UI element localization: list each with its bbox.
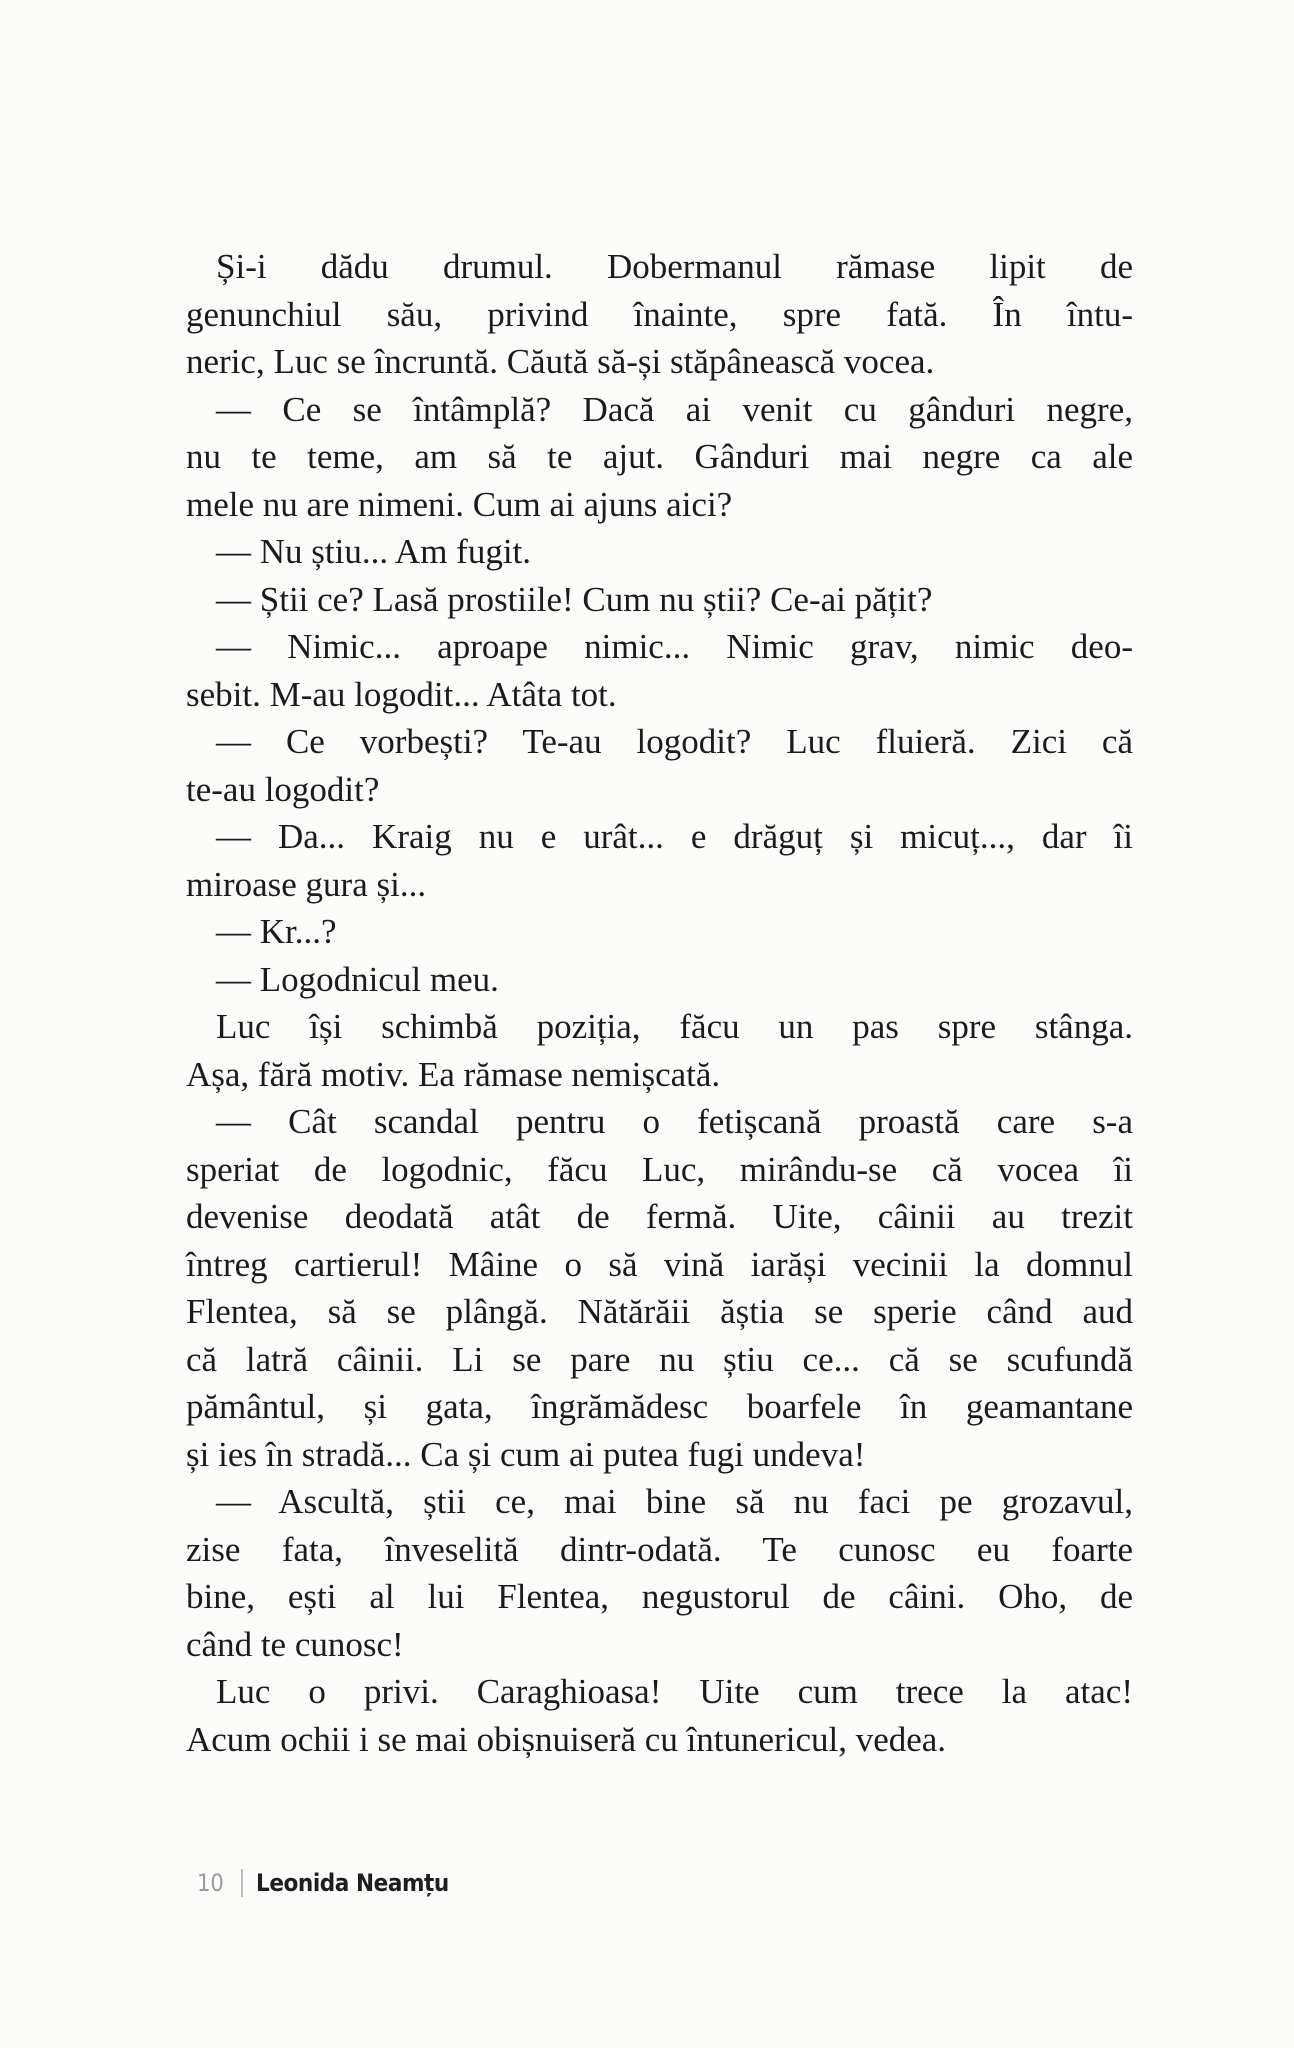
page-footer: [197, 1869, 470, 1897]
text-line: pământul, și gata, îngrămădesc boarfele în geamantane: [186, 1387, 1133, 1426]
text-line: întreg cartierul! Mâine o să vină iarăși vecinii la domnul: [186, 1244, 1133, 1284]
text-line: mele nu are nimeni. Cum ai ajuns aici?: [186, 484, 733, 524]
text-line: devenise deodată atât de fermă. Uite, câinii au trezit: [186, 1197, 1133, 1236]
text-line: Așa, fără motiv. Ea rămase nemișcată.: [186, 1054, 721, 1094]
text-line: — Știi ce? Lasă prostiile! Cum nu știi? Ce-ai pățit?: [216, 579, 933, 619]
text-line: miroase gura și...: [186, 864, 427, 904]
text-line: zise fata, înveselită dintr-odată. Te cunosc eu foarte: [186, 1529, 1133, 1569]
text-line: Și-i dădu drumul. Dobermanul rămase lipit de: [216, 247, 1133, 286]
text-line: — Cât scandal pentru o fetișcană proastă care s-a: [216, 1102, 1133, 1141]
text-line: — Ce vorbești? Te-au logodit? Luc fluieră. Zici că: [216, 722, 1133, 761]
text-line: că latră câinii. Li se pare nu știu ce... că se scufundă: [186, 1339, 1133, 1379]
text-line: — Kr...?: [216, 912, 337, 951]
text-line: — Nimic... aproape nimic... Nimic grav, nimic deo-: [216, 627, 1133, 666]
text-line: Flentea, să se plângă. Nătărăii ăștia se sperie când aud: [186, 1292, 1133, 1331]
text-line: Acum ochii i se mai obișnuiseră cu întunericul, vedea.: [186, 1719, 947, 1759]
text-line: — Logodnicul meu.: [216, 959, 499, 999]
text-line: te-au logodit?: [186, 769, 380, 809]
text-line: nu te teme, am să te ajut. Gânduri mai negre ca ale: [186, 437, 1133, 476]
text-line: când te cunosc!: [186, 1624, 404, 1664]
text-line: Luc își schimbă poziția, făcu un pas spre stânga.: [216, 1007, 1133, 1046]
text-line: — Ascultă, știi ce, mai bine să nu faci pe grozavul,: [216, 1482, 1133, 1521]
text-line: genunchiul său, privind înainte, spre fată. În întu-: [186, 294, 1133, 334]
text-line: — Da... Kraig nu e urât... e drăguț și micuț..., dar îi: [216, 817, 1133, 856]
text-line: și ies în stradă... Ca și cum ai putea fugi undeva!: [186, 1434, 866, 1474]
text-line: Luc o privi. Caraghioasa! Uite cum trece la atac!: [216, 1672, 1133, 1711]
text-line: bine, ești al lui Flentea, negustorul de câini. Oho, de: [186, 1577, 1133, 1616]
text-line: sebit. M-au logodit... Atâta tot.: [186, 674, 617, 714]
author-name: Leonida Neamțu: [255, 1869, 449, 1897]
text-line: neric, Luc se încruntă. Căută să-și stăpânească vocea.: [186, 342, 935, 381]
page-number: 10: [197, 1869, 224, 1897]
text-line: — Ce se întâmplă? Dacă ai venit cu gânduri negre,: [216, 389, 1133, 429]
text-block: [186, 243, 1133, 1763]
text-line: speriat de logodnic, făcu Luc, mirându-se că vocea îi: [186, 1149, 1133, 1189]
text-line: — Nu știu... Am fugit.: [216, 532, 532, 571]
footer-divider: [241, 1869, 243, 1897]
